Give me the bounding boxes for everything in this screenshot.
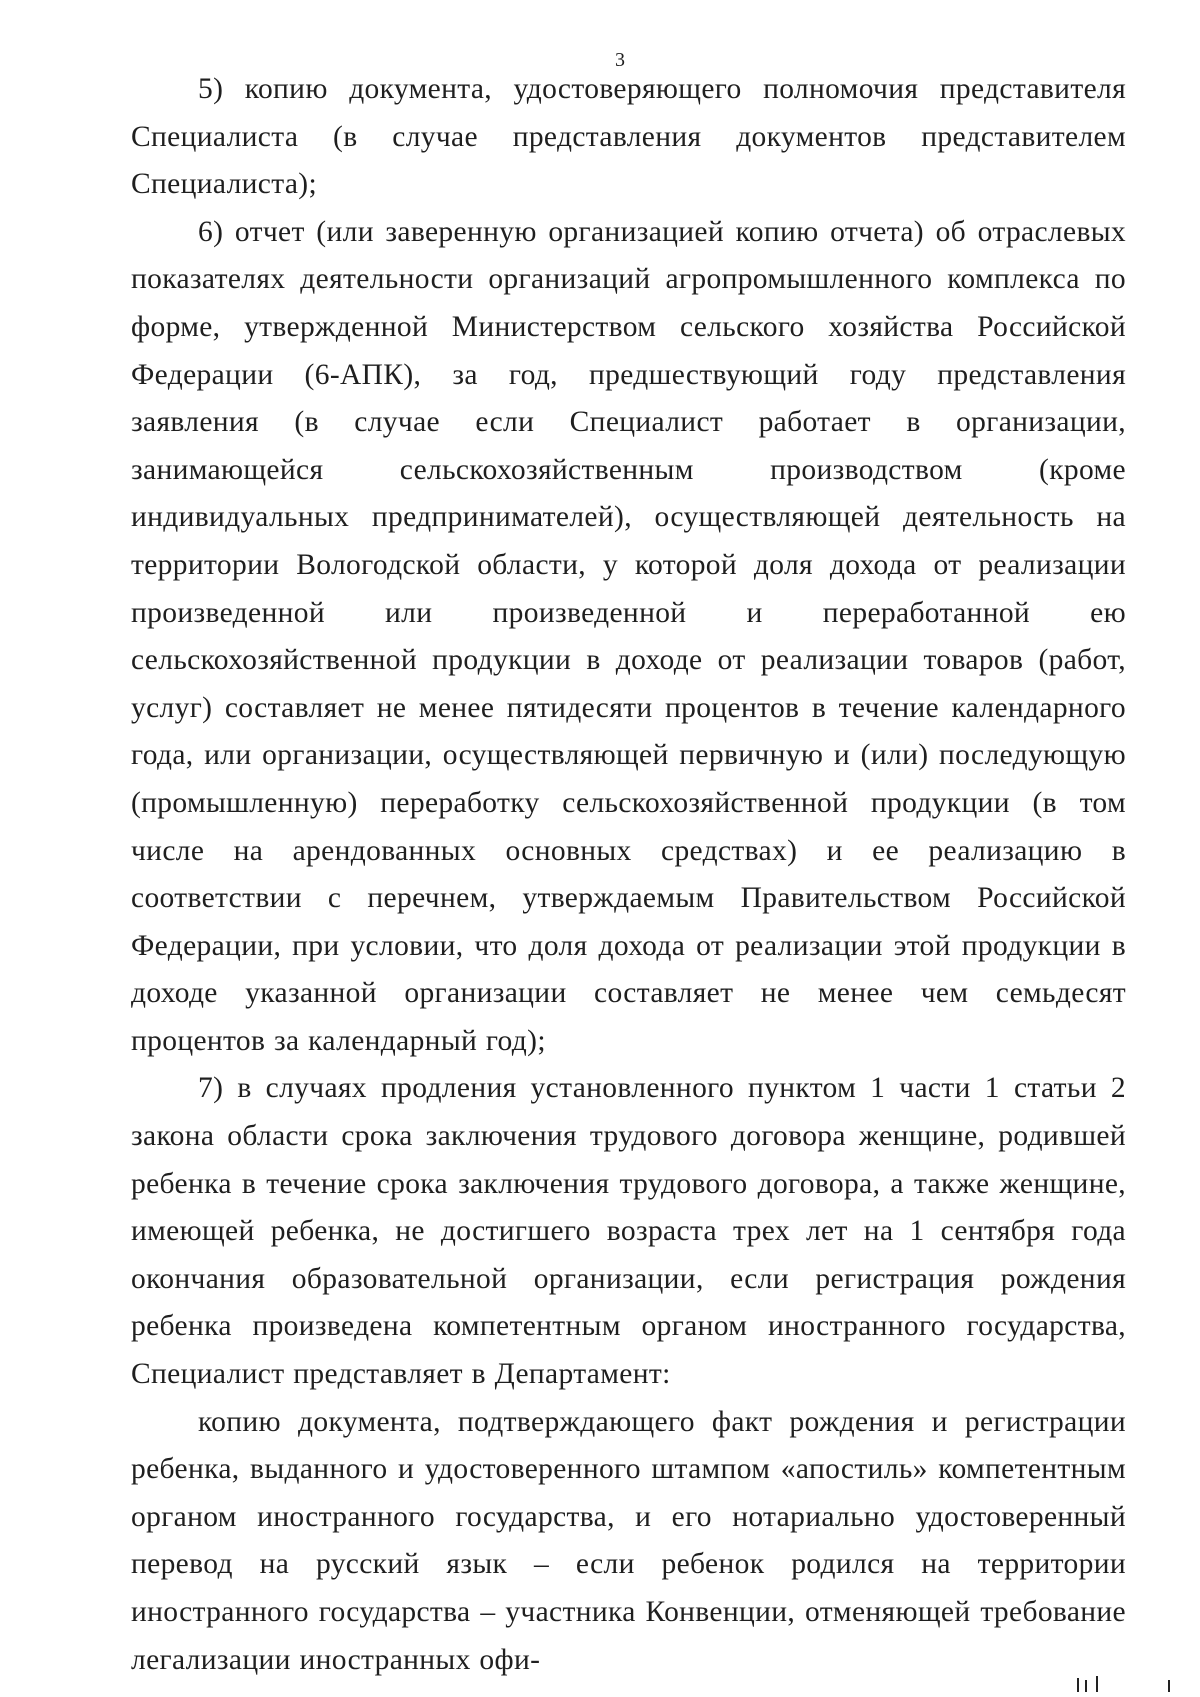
scan-artifact	[1096, 1676, 1098, 1692]
paragraph-birth-document: копию документа, подтверждающего факт рождения и регистрации ребенка, выданного и удостоверенного штампом «апостиль» компетентным органом иностранного государства, и его нотариально удостоверенный перевод на русский язык – если ребенок родился на территории иностранного государства – участника Конвенции, отменяющей требование легализации иностранных офи-	[131, 1405, 1126, 1676]
document-body	[131, 66, 1126, 1684]
scan-artifact	[1085, 1680, 1087, 1692]
scan-artifact	[1168, 1680, 1170, 1692]
paragraph-item-7: 7) в случаях продления установленного пунктом 1 части 1 статьи 2 закона области срока заключения трудового договора женщине, родившей ребенка в течение срока заключения трудового договора, а также женщине, имеющей ребенка, не достигшего возраста трех лет на 1 сентября года окончания образовательной организации, если регистрация рождения ребенка произведена компетентным органом иностранного государства, Специалист представляет в Департамент:	[131, 1072, 1126, 1391]
scan-artifact	[1077, 1678, 1079, 1692]
paragraph-item-5: 5) копию документа, удостоверяющего полномочия представителя Специалиста (в случае представления документов представителем Специалиста);	[131, 73, 1126, 201]
paragraph-item-6: 6) отчет (или заверенную организацией копию отчета) об отраслевых показателях деятельности организаций агропромышленного комплекса по форме, утвержденной Министерством сельского хозяйства Российской Федерации (6-АПК), за год, предшествующий году представления заявления (в случае если Специалист работает в организации, занимающейся сельскохозяйственным производством (кроме индивидуальных предпринимателей), осуществляющей деятельность на территории Вологодской области, у которой доля дохода от реализации произведенной или произведенной и переработанной ею сельскохозяйственной продукции в доходе от реализации товаров (работ, услуг) составляет не менее пятидесяти процентов в течение календарного года, или организации, осуществляющей первичную и (или) последующую (промышленную) переработку сельскохозяйственной продукции (в том числе на арендованных основных средствах) и ее реализацию в соответствии с перечнем, утверждаемым Правительством Российской Федерации, при условии, что доля дохода от реализации этой продукции в доходе указанной организации составляет не менее чем семьдесят процентов за календарный год);	[131, 215, 1126, 1057]
page-number: 3	[615, 49, 625, 71]
